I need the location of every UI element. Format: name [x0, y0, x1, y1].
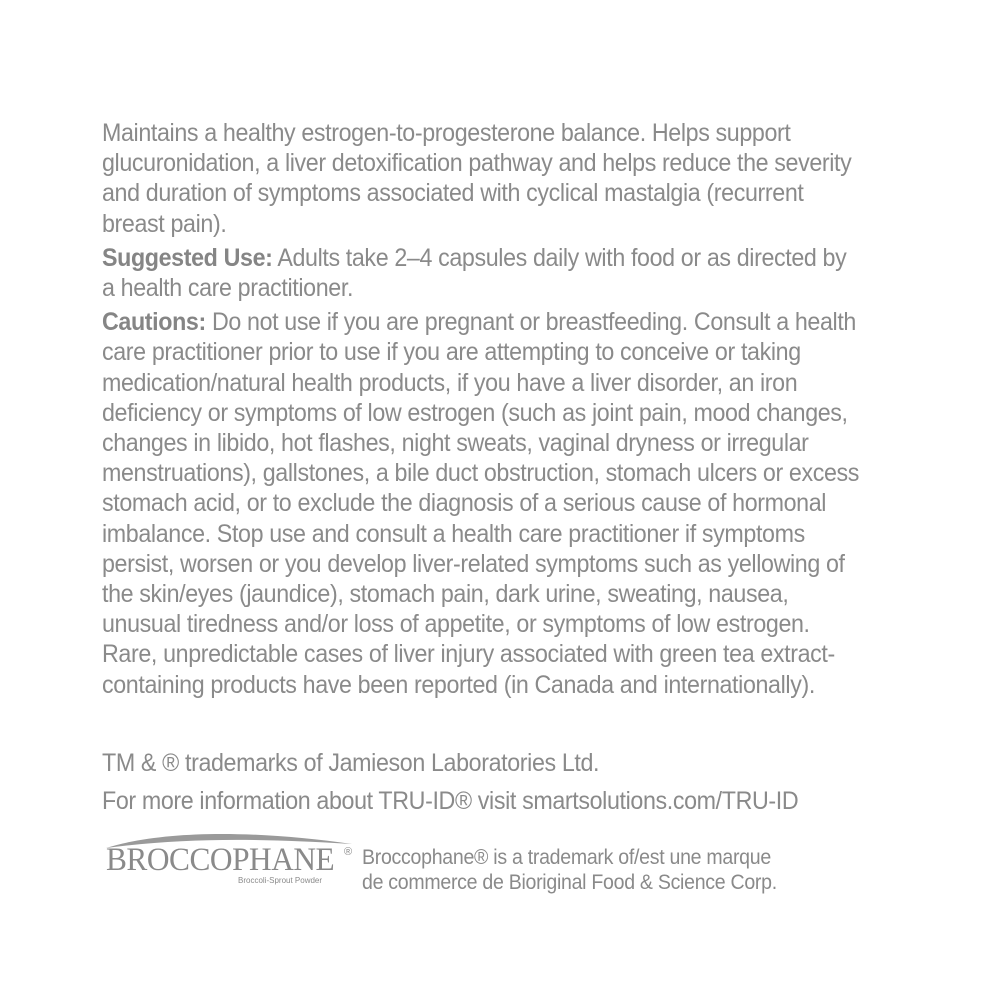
label-text-block [102, 118, 865, 700]
broccophane-trademark-note [362, 845, 846, 895]
broccophane-note-line2: de commerce de Bioriginal Food & Science Corp. [362, 871, 777, 894]
logo-tagline: Broccoli-Sprout Powder [238, 876, 323, 885]
broccophane-logo [104, 832, 354, 890]
cautions-text: Do not use if you are pregnant or breastfeeding. Consult a health care practitioner prior to use if you are attempting to conceive or taking medication/natural health products, if you have a liver disorder, an iron deficiency or symptoms of low estrogen (such as joint pain, mood changes, changes in libido, hot flashes, night sweats, vaginal dryness or irregular menstruations), gallstones, a bile duct obstruction, stomach ulcers or excess stomach acid, or to exclude the diagnosis of a serious cause of hormonal imbalance. Stop use and consult a health care practitioner if symptoms persist, worsen or you develop liver-related symptoms such as yellowing of the skin/eyes (jaundice), stomach pain, dark urine, sweating, nausea, unusual tiredness and/or loss of appetite, or symptoms of low estrogen. Rare, unpredictable cases of liver injury associated with green tea extract-containing products have been reported (in Canada and internationally). [102, 308, 860, 699]
suggested-use-paragraph [102, 243, 865, 303]
more-info-line: For more information about TRU-ID® visit smartsolutions.com/TRU-ID [102, 787, 799, 815]
logo-registered-mark: ® [344, 846, 353, 858]
suggested-use-heading: Suggested Use: [102, 243, 273, 272]
cautions-paragraph [102, 307, 865, 700]
logo-wordmark: BROCCOPHANE [106, 842, 335, 878]
suggested-use-text: Adults take 2–4 capsules daily with food or as directed by a health care practitioner. [102, 243, 847, 303]
trademark-notice: TM & ® trademarks of Jamieson Laboratories Ltd. [102, 749, 600, 777]
benefits-paragraph: Maintains a healthy estrogen-to-progesterone balance. Helps support glucuronidation, a liver detoxification pathway and helps reduce the severity and duration of symptoms associated with cyclical mastalgia (recurrent breast pain). [102, 119, 852, 238]
cautions-heading: Cautions: [102, 308, 206, 337]
broccophane-note-line1: Broccophane® is a trademark of/est une marque [362, 846, 771, 869]
